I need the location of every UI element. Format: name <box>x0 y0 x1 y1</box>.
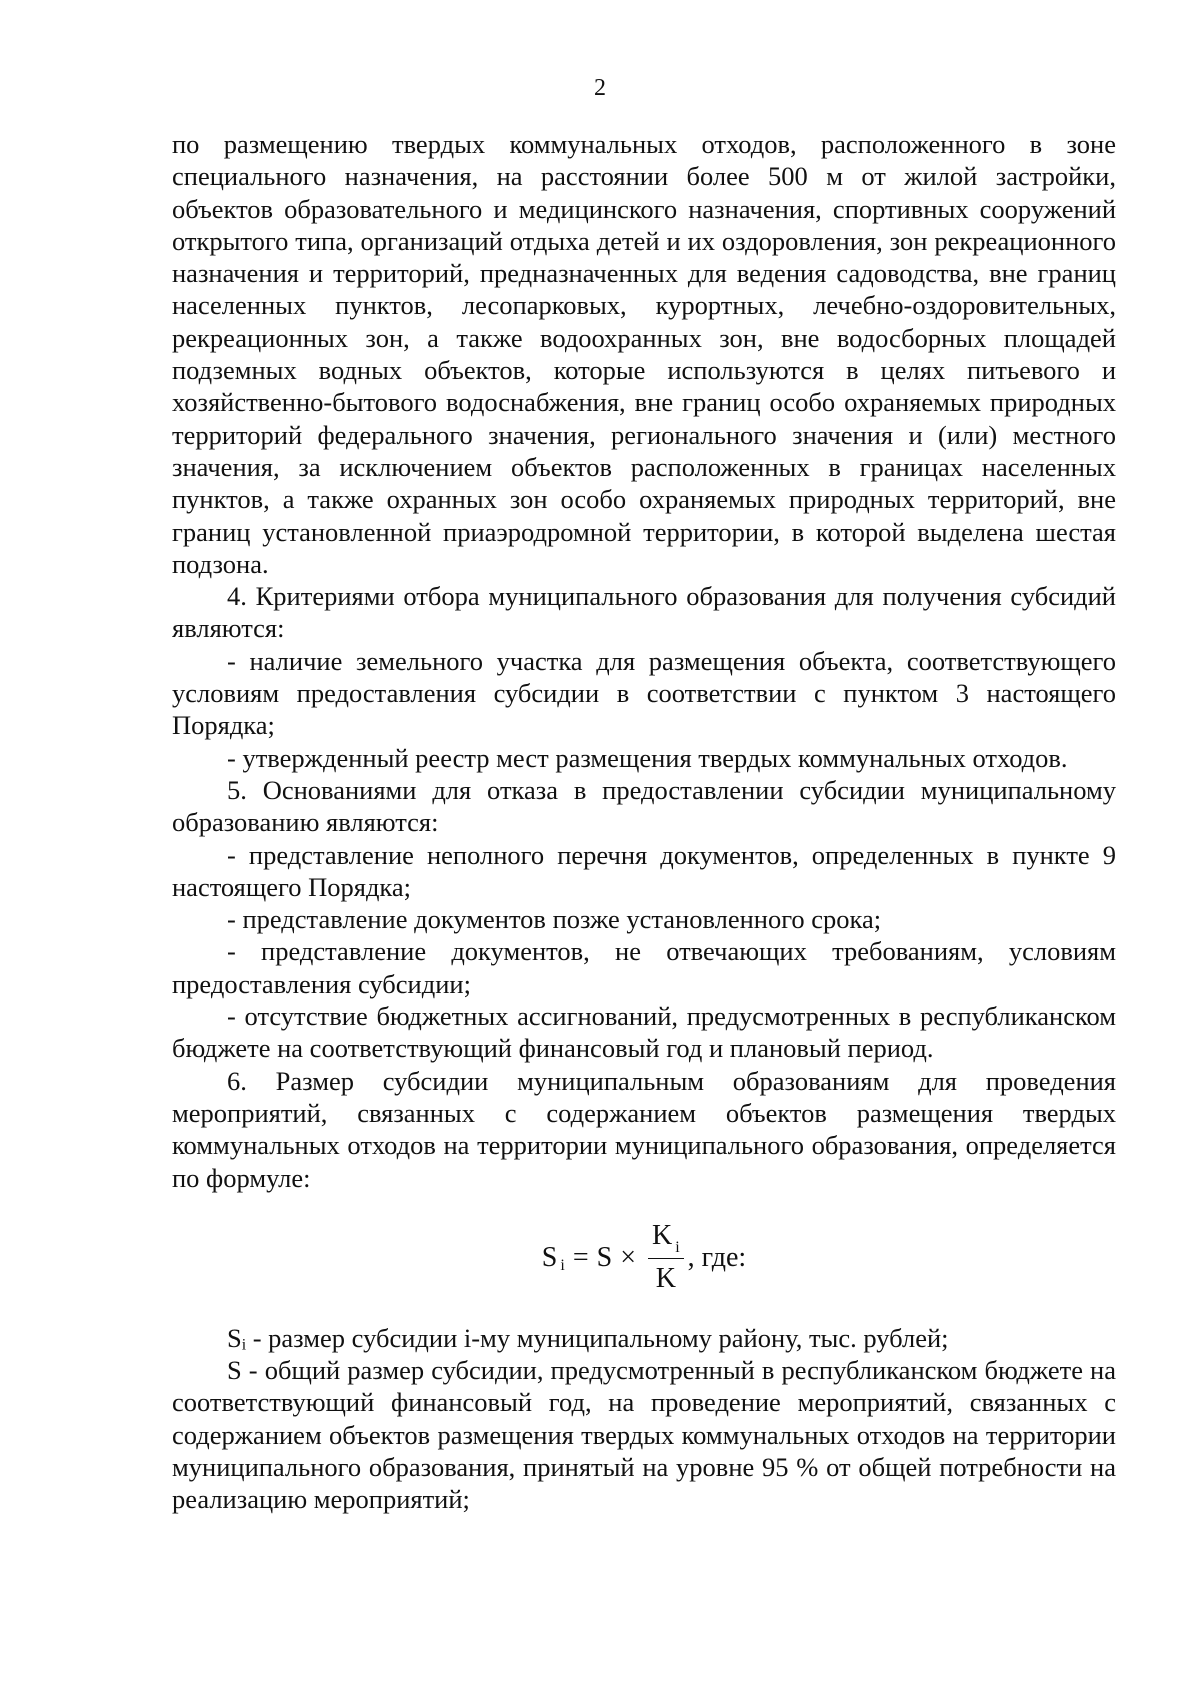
formula-lhs: S <box>541 1241 558 1273</box>
definition-si: Sᵢ - размер субсидии i-му муниципальному району, тыс. рублей; <box>227 1322 949 1353</box>
formula-lhs-subscript: i <box>560 1256 565 1274</box>
formula-times: × <box>620 1241 636 1273</box>
paragraph-item-5-reason-1: - представление неполного перечня документов, определенных в пункте 9 настоящего Порядка; <box>172 839 1116 902</box>
formula-fraction <box>648 1220 684 1295</box>
paragraph-item-5: 5. Основаниями для отказа в предоставлении субсидии муниципальному образованию являются: <box>172 774 1116 838</box>
paragraph-item-5-reason-3: - представление документов, не отвечающих требованиям, условиям предоставления субсидии; <box>172 936 1116 999</box>
definition-s: S - общий размер субсидии, предусмотренный в республиканском бюджете на соответствующий финансовый год, на проведение мероприятий, связанных с содержанием объектов размещения твердых коммунальных отходов на территории муниципального образования, принятый на уровне 95 % от общей потребности на реализацию мероприятий; <box>172 1355 1116 1515</box>
formula-numerator-subscript: i <box>675 1239 680 1257</box>
formula-numerator <box>648 1220 684 1259</box>
paragraph-item-4-criterion-2: - утвержденный реестр мест размещения твердых коммунальных отходов. <box>227 742 1068 773</box>
paragraph-item-4: 4. Критериями отбора муниципального образования для получения субсидий являются: <box>172 581 1116 644</box>
formula-equals: = <box>572 1241 589 1273</box>
formula-denominator: K <box>655 1263 676 1295</box>
formula-suffix: , где: <box>687 1241 747 1273</box>
formula-numerator-symbol: K <box>651 1220 673 1252</box>
paragraph-item-6: 6. Размер субсидии муниципальным образованиям для проведения мероприятий, связанных с содержанием объектов размещения твердых коммунальных отходов на территории муниципального образования, определяется по формуле: <box>172 1065 1116 1193</box>
formula-factor: S <box>596 1241 613 1273</box>
paragraph-continuation: по размещению твердых коммунальных отходов, расположенного в зоне специального назначения, на расстоянии более 500 м от жилой застройки, объектов образовательного и медицинского назначения, спортивных сооружений открытого типа, организаций отдыха детей и их оздоровления, зон рекреационного назначения и территорий, предназначенных для ведения садоводства, вне границ населенных пунктов, лесопарковых, курортных, лечебно-оздоровительных, рекреационных зон, а также водоохранных зон, вне водосборных площадей подземных водных объектов, которые используются в целях питьевого и хозяйственно-бытового водоснабжения, вне границ особо охраняемых природных территорий федерального значения, регионального значения и (или) местного значения, за исключением объектов расположенных в границах населенных пунктов, а также охранных зон особо охраняемых природных территорий, вне границ установленной приаэродромной территории, в которой выделена шестая подзона. <box>172 129 1116 579</box>
paragraph-item-4-criterion-1: - наличие земельного участка для размещения объекта, соответствующего условиям предоставления субсидии в соответствии с пунктом 3 настоящего Порядка; <box>172 645 1116 741</box>
paragraph-item-5-reason-2: - представление документов позже установленного срока; <box>227 904 882 935</box>
page-number: 2 <box>594 75 606 101</box>
subsidy-formula <box>172 1194 1116 1322</box>
document-body <box>172 128 1116 1516</box>
paragraph-item-5-reason-4: - отсутствие бюджетных ассигнований, предусмотренных в республиканском бюджете на соответствующий финансовый год и плановый период. <box>172 1001 1116 1064</box>
